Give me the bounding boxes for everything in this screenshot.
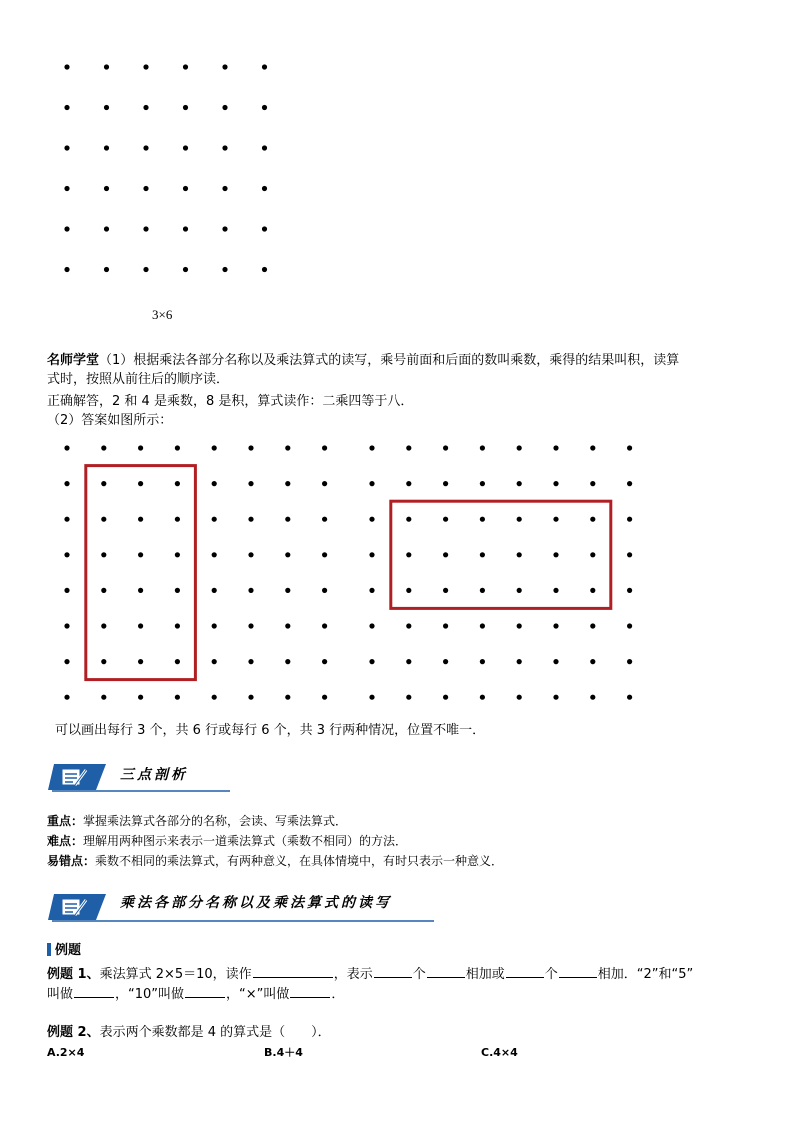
grid-dot bbox=[369, 517, 374, 522]
grid-dot bbox=[590, 445, 595, 450]
blank-count-2[interactable] bbox=[506, 964, 544, 978]
grid-dot bbox=[369, 552, 374, 557]
grid-dot bbox=[183, 145, 188, 150]
section-title-multiplication: 乘法各部分名称以及乘法算式的读写 bbox=[120, 895, 392, 911]
grid-dot bbox=[443, 588, 448, 593]
teacher-para-1 bbox=[47, 352, 679, 370]
grid-dot bbox=[322, 695, 327, 700]
grid-dot bbox=[406, 623, 411, 628]
grid-dot bbox=[175, 517, 180, 522]
error-text: 乘数不相同的乘法算式，有两种意义，在具体情境中，有时只表示一种意义． bbox=[95, 854, 504, 868]
ex1-text-e: 个 bbox=[544, 967, 558, 982]
teacher-line-2: 式时，按照从前往后的顺序读． bbox=[47, 372, 230, 387]
grid-dot bbox=[590, 552, 595, 557]
example-1-label: 例题 1、 bbox=[47, 967, 100, 982]
grid-dot bbox=[517, 517, 522, 522]
example-2-label: 例题 2、 bbox=[47, 1025, 100, 1040]
grid-dot bbox=[222, 186, 227, 191]
grid-dot bbox=[322, 623, 327, 628]
grid-dot bbox=[143, 267, 148, 272]
grid-dot bbox=[627, 659, 632, 664]
grid-dot bbox=[104, 226, 109, 231]
example-2-text: 表示两个乘数都是 4 的算式是（ ）． bbox=[99, 1025, 331, 1040]
grid-dot bbox=[143, 145, 148, 150]
grid-dot bbox=[183, 226, 188, 231]
grid-dot bbox=[138, 695, 143, 700]
grid-dot bbox=[480, 481, 485, 486]
grid-dot bbox=[212, 552, 217, 557]
grid-dot bbox=[262, 64, 267, 69]
hard-label: 难点： bbox=[47, 834, 84, 848]
ex1-text-c: 个 bbox=[412, 967, 426, 982]
key-point bbox=[47, 812, 347, 830]
grid-dot bbox=[627, 445, 632, 450]
grid-dot bbox=[104, 145, 109, 150]
grid-dot bbox=[590, 517, 595, 522]
grid-dot bbox=[183, 64, 188, 69]
example-2 bbox=[47, 1024, 331, 1042]
key-label: 重点： bbox=[47, 814, 84, 828]
grid-dot bbox=[443, 659, 448, 664]
grid-dot bbox=[138, 623, 143, 628]
grid-dot bbox=[443, 481, 448, 486]
grid-dot bbox=[322, 588, 327, 593]
grid-dot bbox=[222, 267, 227, 272]
hard-point bbox=[47, 832, 407, 850]
blank-sign-name[interactable] bbox=[290, 984, 330, 998]
grid-dot bbox=[406, 445, 411, 450]
grid-dot bbox=[143, 186, 148, 191]
grid-dot bbox=[590, 659, 595, 664]
grid-dot bbox=[322, 517, 327, 522]
hard-text: 理解用两种图示来表示一道乘法算式（乘数不相同）的方法． bbox=[83, 834, 408, 848]
grid-dot bbox=[627, 517, 632, 522]
error-point bbox=[47, 852, 503, 870]
grid-dot bbox=[212, 445, 217, 450]
grid-dot bbox=[222, 105, 227, 110]
grid-dot bbox=[517, 659, 522, 664]
grid-dot bbox=[517, 623, 522, 628]
example-1-line-2 bbox=[47, 984, 344, 1004]
grid-dot bbox=[406, 659, 411, 664]
ex1-text-b: ，表示 bbox=[333, 967, 373, 982]
grid-dot bbox=[406, 588, 411, 593]
grid-dot bbox=[590, 623, 595, 628]
grid-dot bbox=[262, 186, 267, 191]
grid-dot bbox=[64, 588, 69, 593]
grid-dot bbox=[64, 267, 69, 272]
grid-dot bbox=[553, 623, 558, 628]
grid-dot bbox=[175, 445, 180, 450]
grid-dot bbox=[262, 105, 267, 110]
grid-dot bbox=[553, 588, 558, 593]
key-text: 掌握乘法算式各部分的名称，会读、写乘法算式． bbox=[83, 814, 348, 828]
grid-dot bbox=[64, 445, 69, 450]
grid-dot bbox=[138, 588, 143, 593]
teacher-label: 名师学堂 bbox=[47, 353, 100, 368]
heading-text: 例题 bbox=[55, 943, 82, 958]
grid-dot bbox=[183, 267, 188, 272]
grid-dot bbox=[101, 659, 106, 664]
grid-dot bbox=[406, 552, 411, 557]
option-b[interactable]: B.4＋4 bbox=[264, 1046, 303, 1059]
grid-dot bbox=[212, 659, 217, 664]
grid-dot bbox=[212, 517, 217, 522]
blank-count-1[interactable] bbox=[374, 964, 412, 978]
grid-dot bbox=[64, 105, 69, 110]
grid-dot bbox=[480, 623, 485, 628]
grid-dot bbox=[64, 623, 69, 628]
grid-dot bbox=[480, 588, 485, 593]
grid-dot bbox=[285, 517, 290, 522]
ex1-text-j: ． bbox=[331, 987, 345, 1002]
grid-dot bbox=[175, 552, 180, 557]
grid-dot bbox=[212, 588, 217, 593]
grid-dot bbox=[175, 623, 180, 628]
grid-dot bbox=[212, 623, 217, 628]
ex1-text-f: 相加．“2”和“5” bbox=[597, 967, 694, 982]
grid-dot bbox=[480, 517, 485, 522]
ex1-text-d: 相加或 bbox=[465, 967, 505, 982]
grid-dot bbox=[104, 105, 109, 110]
grid-dot bbox=[101, 623, 106, 628]
grid-dot bbox=[138, 552, 143, 557]
grid-dot bbox=[590, 481, 595, 486]
grid-dot bbox=[64, 552, 69, 557]
blank-number-2[interactable] bbox=[559, 964, 597, 978]
grid-dot bbox=[406, 517, 411, 522]
grid-dot bbox=[248, 445, 253, 450]
grid-dot bbox=[443, 695, 448, 700]
blank-factor-name[interactable] bbox=[74, 984, 114, 998]
grid-dot bbox=[553, 517, 558, 522]
grid-dot bbox=[322, 552, 327, 557]
grid-dot bbox=[101, 552, 106, 557]
grid-dot bbox=[138, 659, 143, 664]
grid-dot bbox=[262, 267, 267, 272]
grid-dot bbox=[369, 481, 374, 486]
grid-caption: 3×6 bbox=[152, 307, 173, 322]
grid-dot bbox=[248, 481, 253, 486]
grid-dot bbox=[590, 588, 595, 593]
grid-dot bbox=[553, 481, 558, 486]
grid-dot bbox=[285, 588, 290, 593]
grid-dot bbox=[517, 481, 522, 486]
grid-dot bbox=[64, 481, 69, 486]
grid-dot bbox=[175, 481, 180, 486]
grid-dot bbox=[212, 481, 217, 486]
grid-dot bbox=[553, 552, 558, 557]
grid-dot bbox=[101, 695, 106, 700]
dot-grid-6x6 bbox=[40, 40, 300, 290]
error-label: 易错点： bbox=[47, 854, 96, 868]
grid-dot bbox=[285, 445, 290, 450]
grid-dot bbox=[143, 105, 148, 110]
grid-dot bbox=[406, 695, 411, 700]
grid-dot bbox=[262, 145, 267, 150]
teacher-line-4: （2）答案如图所示： bbox=[47, 413, 173, 428]
example-1-line-1 bbox=[47, 964, 693, 984]
ex1-text-i: ，“×”叫做 bbox=[226, 987, 290, 1002]
grid-dot bbox=[627, 481, 632, 486]
grid-dot bbox=[64, 64, 69, 69]
grid-dot bbox=[517, 445, 522, 450]
grid-dot bbox=[285, 659, 290, 664]
grid-dot bbox=[64, 695, 69, 700]
grid-dot bbox=[627, 552, 632, 557]
grid-dot bbox=[406, 481, 411, 486]
grid-dot bbox=[101, 445, 106, 450]
grid-dot bbox=[175, 659, 180, 664]
grid-dot bbox=[322, 481, 327, 486]
blank-number-1[interactable] bbox=[427, 964, 465, 978]
grid-dot bbox=[627, 588, 632, 593]
grid-dot bbox=[138, 481, 143, 486]
grid-dot bbox=[175, 695, 180, 700]
grid-dot bbox=[480, 552, 485, 557]
grid-dot bbox=[517, 695, 522, 700]
answer-frame-6x3 bbox=[391, 501, 611, 608]
grid-dot bbox=[64, 517, 69, 522]
grid-dot bbox=[369, 695, 374, 700]
grid-dot bbox=[64, 145, 69, 150]
grid-dot bbox=[627, 695, 632, 700]
grid-dot bbox=[517, 588, 522, 593]
grid-dot bbox=[101, 517, 106, 522]
answer-note: 可以画出每行 3 个，共 6 行或每行 6 个，共 3 行两种情况，位置不唯一． bbox=[55, 723, 486, 738]
grid-dot bbox=[443, 552, 448, 557]
grid-dot bbox=[64, 659, 69, 664]
grid-dot bbox=[212, 695, 217, 700]
blank-reading[interactable] bbox=[253, 964, 333, 978]
heading-marker bbox=[47, 943, 51, 956]
grid-dot bbox=[480, 445, 485, 450]
teacher-line-3: 正确解答，2 和 4 是乘数，8 是积，算式读作：二乘四等于八． bbox=[47, 394, 414, 409]
section-title-analysis: 三点剖析 bbox=[120, 767, 188, 783]
grid-dot bbox=[222, 145, 227, 150]
grid-dot bbox=[101, 588, 106, 593]
example-heading bbox=[47, 942, 81, 960]
grid-dot bbox=[553, 659, 558, 664]
option-c[interactable]: C.4×4 bbox=[481, 1046, 518, 1059]
grid-dot bbox=[262, 226, 267, 231]
answer-dot-grid bbox=[40, 430, 650, 720]
grid-dot bbox=[443, 517, 448, 522]
grid-dot bbox=[222, 64, 227, 69]
grid-dot bbox=[175, 588, 180, 593]
grid-dot bbox=[285, 623, 290, 628]
grid-dot bbox=[138, 517, 143, 522]
grid-dot bbox=[143, 226, 148, 231]
grid-dot bbox=[322, 659, 327, 664]
grid-dot bbox=[322, 445, 327, 450]
grid-dot bbox=[248, 659, 253, 664]
grid-dot bbox=[64, 186, 69, 191]
grid-dot bbox=[222, 226, 227, 231]
teacher-line-1: （1）根据乘法各部分名称以及乘法算式的读写，乘号前面和后面的数叫乘数，乘得的结果叫积，读算 bbox=[99, 353, 680, 368]
grid-dot bbox=[443, 623, 448, 628]
grid-dot bbox=[248, 695, 253, 700]
grid-dot bbox=[64, 226, 69, 231]
blank-product-name[interactable] bbox=[185, 984, 225, 998]
grid-dot bbox=[285, 695, 290, 700]
grid-dot bbox=[248, 588, 253, 593]
grid-dot bbox=[248, 623, 253, 628]
grid-dot bbox=[104, 267, 109, 272]
option-a[interactable]: A.2×4 bbox=[47, 1046, 85, 1059]
grid-dot bbox=[369, 623, 374, 628]
ex1-text-a: 乘法算式 2×5＝10，读作 bbox=[99, 967, 252, 982]
grid-dot bbox=[285, 481, 290, 486]
grid-dot bbox=[183, 186, 188, 191]
grid-dot bbox=[369, 588, 374, 593]
grid-dot bbox=[369, 445, 374, 450]
grid-dot bbox=[553, 695, 558, 700]
ex1-text-h: ，“10”叫做 bbox=[115, 987, 185, 1002]
grid-dot bbox=[480, 659, 485, 664]
ex1-text-g: 叫做 bbox=[47, 987, 74, 1002]
grid-dot bbox=[517, 552, 522, 557]
grid-dot bbox=[248, 552, 253, 557]
grid-dot bbox=[104, 64, 109, 69]
grid-dot bbox=[101, 481, 106, 486]
section-banner-analysis bbox=[48, 758, 233, 794]
grid-dot bbox=[590, 695, 595, 700]
grid-dot bbox=[443, 445, 448, 450]
grid-dot bbox=[143, 64, 148, 69]
grid-dot bbox=[183, 105, 188, 110]
grid-dot bbox=[553, 445, 558, 450]
grid-dot bbox=[627, 623, 632, 628]
section-banner-multiplication bbox=[48, 888, 438, 924]
grid-dot bbox=[480, 695, 485, 700]
grid-dot bbox=[104, 186, 109, 191]
grid-dot bbox=[138, 445, 143, 450]
answer-frame-3x6 bbox=[86, 466, 196, 680]
grid-dot bbox=[248, 517, 253, 522]
grid-dot bbox=[369, 659, 374, 664]
grid-dot bbox=[285, 552, 290, 557]
